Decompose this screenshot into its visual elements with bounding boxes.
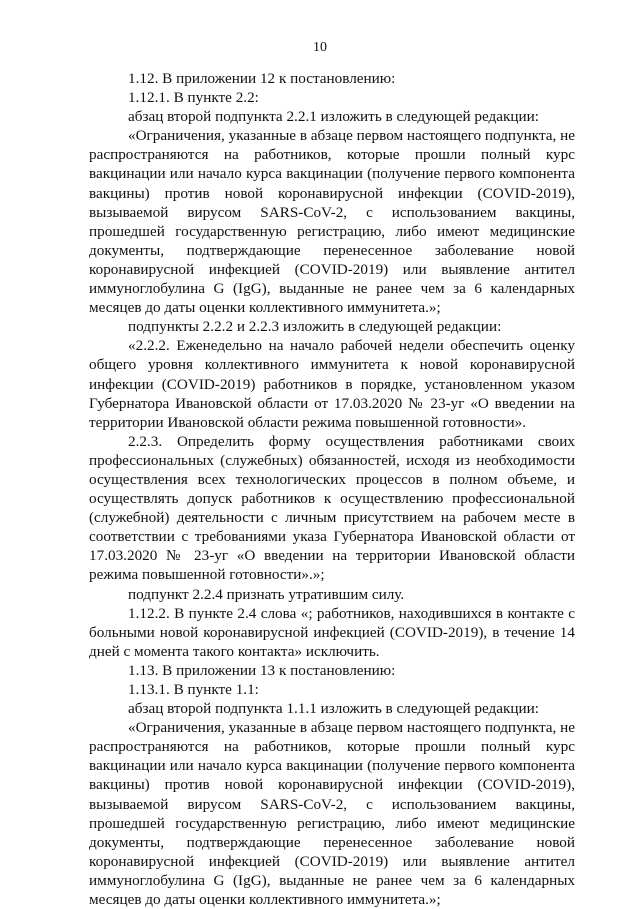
paragraph-item-1-12: 1.12. В приложении 12 к постановлению: xyxy=(128,70,396,87)
paragraph-amendment-intro-2-2-1: абзац второй подпункта 2.2.1 изложить в следующей редакции: xyxy=(128,108,539,126)
paragraph-subitem-2-2-3: 2.2.3. Определить форму осуществления работниками своих профессиональных (служебных) обязанностей, исходя из необходимости осуществления всех технологических процессов в полном объеме, и осуществлять допуск работников к осуществлению профессиональной (служебной) деятельности с личным присутствием на рабочем месте в соответствии с требованиями указа Губернатора Ивановской области от 17.03.2020 № 23-уг «О введении на территории Ивановской области режима повышенной готовности».»; xyxy=(89,432,575,584)
paragraph-restrictions-quote-2: «Ограничения, указанные в абзаце первом настоящего подпункта, не распространяются на работников, которые прошли полный курс вакцинации или начало курса вакцинации (получение первого компонента вакцины) против новой коронавирусной инфекции (COVID-2019), вызываемой вирусом SARS-CoV-2, с использованием вакцины, прошедшей государственную регистрацию, либо имеют медицинские документы, подтверждающие перенесенное заболевание новой коронавирусной инфекцией (COVID-2019) или выявление антител иммуноглобулина G (IgG), выданные не ранее чем за 6 календарных месяцев до даты оценки коллективного иммунитета.»; xyxy=(89,719,575,909)
paragraph-item-1-12-2: 1.12.2. В пункте 2.4 слова «; работников, находившихся в контакте с больными новой коронавирусной инфекцией (COVID-2019), в течение 14 дней с момента такого контакта» исключить. xyxy=(89,604,575,660)
paragraph-amendment-intro-2-2-2: подпункты 2.2.2 и 2.2.3 изложить в следующей редакции: xyxy=(128,318,502,336)
paragraph-restrictions-quote-1: «Ограничения, указанные в абзаце первом настоящего подпункта, не распространяются на работников, которые прошли полный курс вакцинации или начало курса вакцинации (получение первого компонента вакцины) против новой коронавирусной инфекции (COVID-2019), вызываемой вирусом SARS-CoV-2, с использованием вакцины, прошедшей государственную регистрацию, либо имеют медицинские документы, подтверждающие перенесенное заболевание новой коронавирусной инфекцией (COVID-2019) или выявление антител иммуноглобулина G (IgG), выданные не ранее чем за 6 календарных месяцев до даты оценки коллективного иммунитета.»; xyxy=(89,127,575,317)
paragraph-item-1-12-1: 1.12.1. В пункте 2.2: xyxy=(128,89,259,107)
document-body xyxy=(89,69,575,909)
paragraph-item-1-13: 1.13. В приложении 13 к постановлению: xyxy=(128,661,396,679)
paragraph-amendment-intro-1-1-1: абзац второй подпункта 1.1.1 изложить в следующей редакции: xyxy=(128,700,539,718)
page-number: 10 xyxy=(313,40,327,55)
paragraph-item-1-13-1: 1.13.1. В пункте 1.1: xyxy=(128,681,259,698)
paragraph-subitem-2-2-2: «2.2.2. Еженедельно на начало рабочей недели обеспечить оценку общего уровня коллективного иммунитета к новой коронавирусной инфекции (COVID-2019) работников в порядке, установленном указом Губернатора Ивановской области от 17.03.2020 № 23-уг «О введении на территории Ивановской области режима повышенной готовности». xyxy=(89,337,575,431)
paragraph-subitem-2-2-4: подпункт 2.2.4 признать утратившим силу. xyxy=(128,585,405,603)
